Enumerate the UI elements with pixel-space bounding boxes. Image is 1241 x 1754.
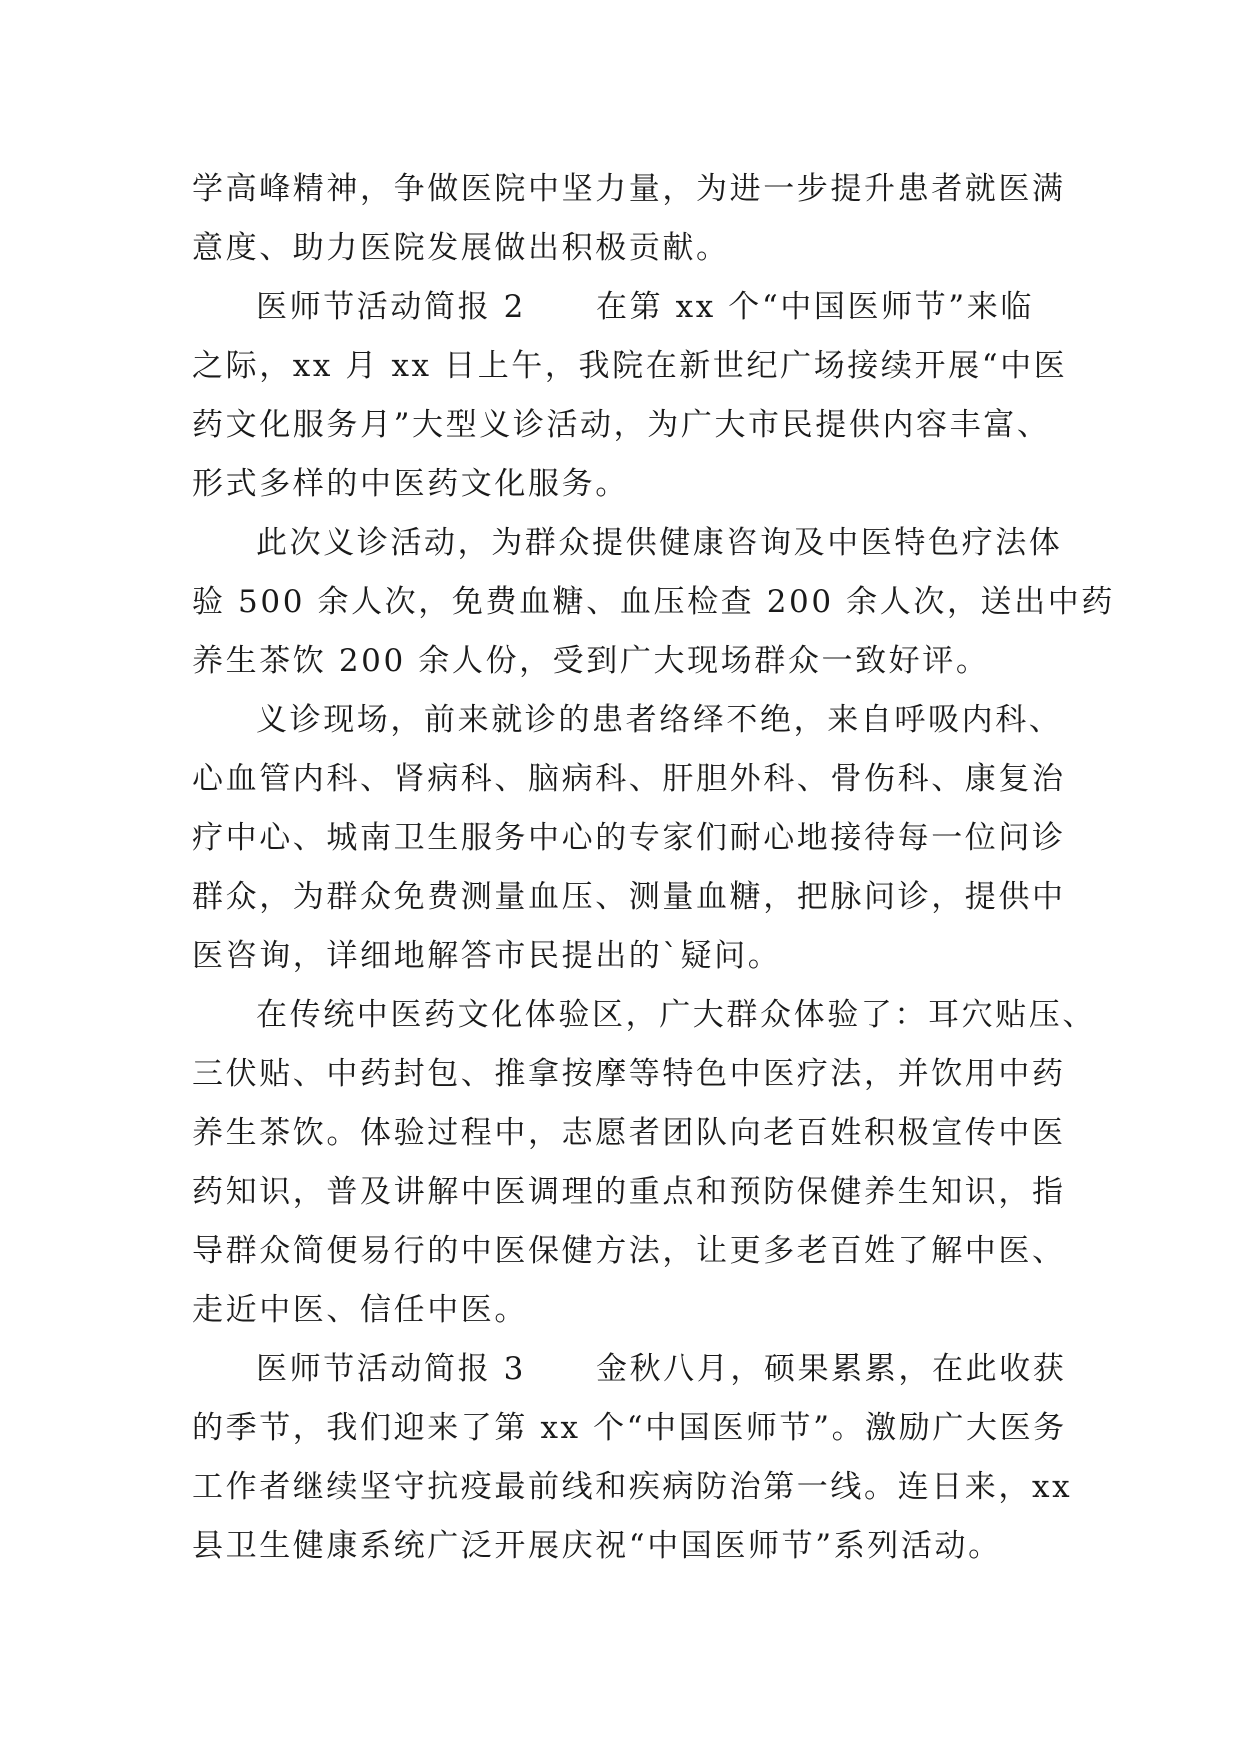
text-line: 三伏贴、中药封包、推拿按摩等特色中医疗法，并饮用中药 bbox=[192, 1056, 1066, 1092]
text-line: 走近中医、信任中医。 bbox=[192, 1292, 528, 1328]
text-line: 验 500 余人次，免费血糖、血压检查 200 余人次，送出中药 bbox=[192, 584, 1115, 620]
section-heading: 医师节活动简报 3 bbox=[256, 1351, 526, 1387]
text-line: 心血管内科、肾病科、脑病科、肝胆外科、骨伤科、康复治 bbox=[192, 761, 1066, 797]
paragraph-first-line: 此次义诊活动，为群众提供健康咨询及中医特色疗法体 bbox=[256, 525, 1063, 561]
text-line: 工作者继续坚守抗疫最前线和疾病防治第一线。连日来，xx bbox=[192, 1469, 1073, 1505]
text-line: 形式多样的中医药文化服务。 bbox=[192, 466, 629, 502]
section-heading: 医师节活动简报 2 bbox=[256, 289, 526, 325]
section-intro-text: 在第 xx 个“中国医师节”来临 bbox=[595, 289, 1034, 325]
section-heading-line bbox=[192, 1340, 1072, 1399]
section-heading-line bbox=[192, 278, 1072, 337]
text-line: 医咨询，详细地解答市民提出的`疑问。 bbox=[192, 938, 782, 974]
paragraph-first-line: 在传统中医药文化体验区，广大群众体验了：耳穴贴压、 bbox=[256, 997, 1096, 1033]
paragraph-first-line: 义诊现场，前来就诊的患者络绎不绝，来自呼吸内科、 bbox=[256, 702, 1063, 738]
text-line: 药文化服务月”大型义诊活动，为广大市民提供内容丰富、 bbox=[192, 407, 1051, 443]
text-line: 药知识，普及讲解中医调理的重点和预防保健养生知识，指 bbox=[192, 1174, 1066, 1210]
text-line: 意度、助力医院发展做出积极贡献。 bbox=[192, 230, 730, 266]
text-line: 县卫生健康系统广泛开展庆祝“中国医师节”系列活动。 bbox=[192, 1528, 1002, 1564]
text-line: 群众，为群众免费测量血压、测量血糖，把脉问诊，提供中 bbox=[192, 879, 1066, 915]
section-intro-text: 金秋八月，硕果累累，在此收获 bbox=[595, 1351, 1067, 1387]
text-line: 疗中心、城南卫生服务中心的专家们耐心地接待每一位问诊 bbox=[192, 820, 1066, 856]
text-line: 之际，xx 月 xx 日上午，我院在新世纪广场接续开展“中医 bbox=[192, 348, 1068, 384]
text-line: 的季节，我们迎来了第 xx 个“中国医师节”。激励广大医务 bbox=[192, 1410, 1067, 1446]
document-body bbox=[192, 160, 1115, 1576]
text-line: 养生茶饮。体验过程中，志愿者团队向老百姓积极宣传中医 bbox=[192, 1115, 1066, 1151]
text-line: 学高峰精神，争做医院中坚力量，为进一步提升患者就医满 bbox=[192, 171, 1066, 207]
text-line: 导群众简便易行的中医保健方法，让更多老百姓了解中医、 bbox=[192, 1233, 1066, 1269]
text-line: 养生茶饮 200 余人份，受到广大现场群众一致好评。 bbox=[192, 643, 990, 679]
